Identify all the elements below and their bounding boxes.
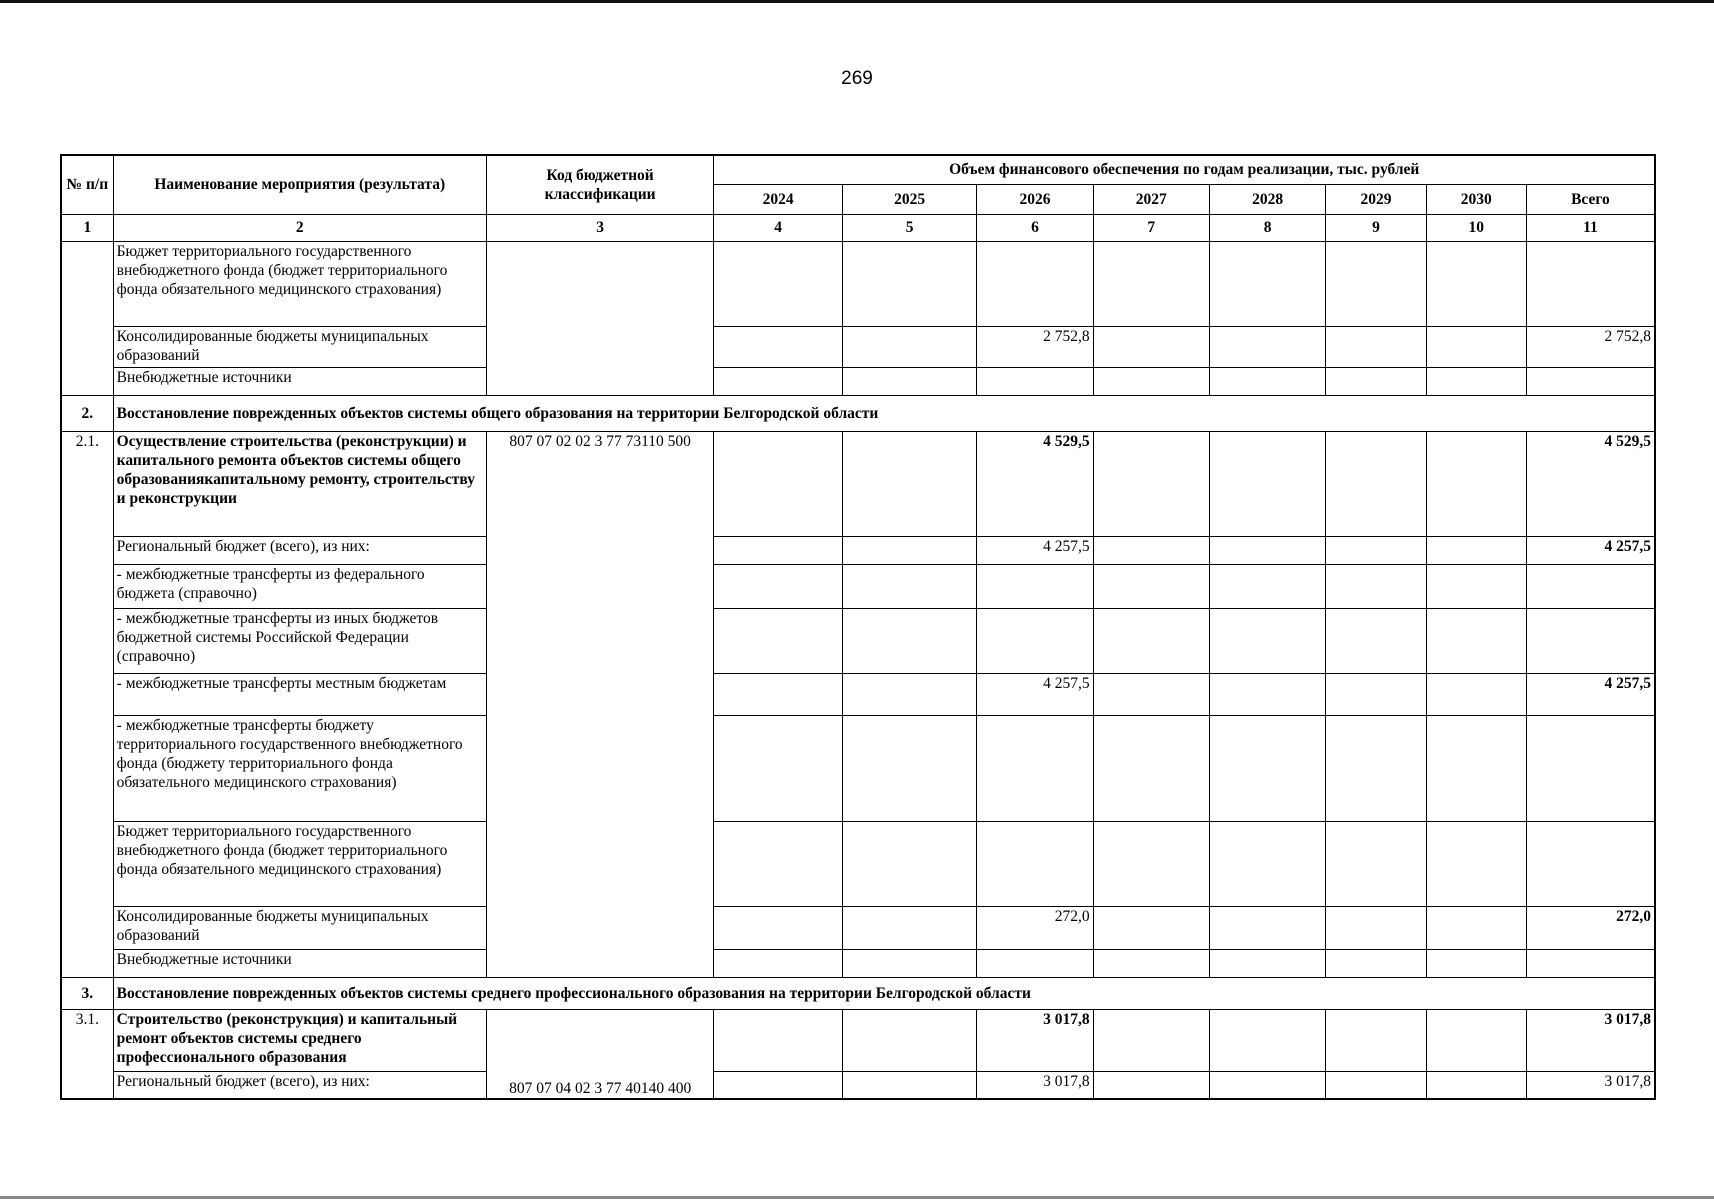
value-total (1526, 949, 1655, 977)
value-total (1526, 367, 1655, 395)
row-name: Внебюджетные источники (113, 949, 486, 977)
value-2026 (977, 367, 1093, 395)
value-2026: 4 257,5 (977, 673, 1093, 715)
table-row (61, 564, 1655, 608)
value-total (1526, 608, 1655, 673)
value-2026 (977, 608, 1093, 673)
value-2026 (977, 949, 1093, 977)
value-2026: 4 257,5 (977, 536, 1093, 564)
header-row-numbers (61, 214, 1655, 241)
value-2026 (977, 241, 1093, 326)
row-name: Внебюджетные источники (113, 367, 486, 395)
col-number: 9 (1326, 214, 1426, 241)
value-total (1526, 564, 1655, 608)
col-number: 10 (1426, 214, 1526, 241)
col-number: 2 (113, 214, 486, 241)
budget-code: 807 07 04 02 3 77 40140 400 (486, 1009, 714, 1099)
value-total: 4 257,5 (1526, 536, 1655, 564)
budget-code: 807 07 02 02 3 77 73110 500 (486, 431, 714, 977)
table-row (61, 821, 1655, 906)
header-year-2029: 2029 (1326, 184, 1426, 214)
row-name: - межбюджетные трансферты местным бюджетам (113, 673, 486, 715)
value-total (1526, 821, 1655, 906)
section-title: Восстановление поврежденных объектов системы общего образования на территории Белгородской области (113, 395, 1655, 431)
scan-edge-top (0, 0, 1714, 3)
row-name: - межбюджетные трансферты бюджету территориального государственного внебюджетного фонда (бюджету территориального фонда обязательного медицинского страхования) (113, 715, 486, 821)
table-row (61, 241, 1655, 326)
table-row (61, 367, 1655, 395)
value-total: 4 257,5 (1526, 673, 1655, 715)
value-total (1526, 241, 1655, 326)
header-year-2024: 2024 (714, 184, 842, 214)
header-col-num: № п/п (61, 155, 113, 214)
header-col-name: Наименование мероприятия (результата) (113, 155, 486, 214)
row-name: Консолидированные бюджеты муниципальных образований (113, 326, 486, 367)
col-number: 3 (486, 214, 714, 241)
value-total: 272,0 (1526, 906, 1655, 949)
value-total: 3 017,8 (1526, 1071, 1655, 1099)
value-total: 3 017,8 (1526, 1009, 1655, 1071)
header-col-code: Код бюджетной классификации (486, 155, 714, 214)
value-2026 (977, 715, 1093, 821)
value-2026: 272,0 (977, 906, 1093, 949)
value-2026: 2 752,8 (977, 326, 1093, 367)
row-name: Осуществление строительства (реконструкции) и капитального ремонта объектов системы общего образованиякапитальному ремонту, строительству и реконструкции (113, 431, 486, 536)
col-number: 11 (1526, 214, 1655, 241)
col-number: 5 (842, 214, 976, 241)
section-row (61, 395, 1655, 431)
header-year-2028: 2028 (1209, 184, 1325, 214)
row-name: Консолидированные бюджеты муниципальных образований (113, 906, 486, 949)
section-title: Восстановление поврежденных объектов системы среднего профессионального образования на территории Белгородской области (113, 977, 1655, 1009)
value-2026 (977, 564, 1093, 608)
item-number: 3.1. (61, 1009, 113, 1099)
section-row (61, 977, 1655, 1009)
row-name: Региональный бюджет (всего), из них: (113, 1071, 486, 1099)
col-number: 7 (1093, 214, 1209, 241)
header-year-2027: 2027 (1093, 184, 1209, 214)
table-row (61, 673, 1655, 715)
value-2026: 3 017,8 (977, 1071, 1093, 1099)
row-name: Региональный бюджет (всего), из них: (113, 536, 486, 564)
scan-edge-bottom (0, 1196, 1714, 1199)
col-number: 6 (977, 214, 1093, 241)
budget-table (60, 154, 1656, 1100)
value-2026: 4 529,5 (977, 431, 1093, 536)
num-cell (61, 241, 113, 395)
header-year-total: Всего (1526, 184, 1655, 214)
header-year-2026: 2026 (977, 184, 1093, 214)
code-cell (486, 241, 714, 395)
col-number: 8 (1209, 214, 1325, 241)
header-year-2025: 2025 (842, 184, 976, 214)
table-row (61, 326, 1655, 367)
table-row (61, 536, 1655, 564)
item-number: 2.1. (61, 431, 113, 977)
value-2026: 3 017,8 (977, 1009, 1093, 1071)
value-total: 2 752,8 (1526, 326, 1655, 367)
value-total (1526, 715, 1655, 821)
col-number: 1 (61, 214, 113, 241)
row-name: Бюджет территориального государственного внебюджетного фонда (бюджет территориального фонда обязательного медицинского страхования) (113, 821, 486, 906)
table-row (61, 715, 1655, 821)
section-number: 2. (61, 395, 113, 431)
value-2026 (977, 821, 1093, 906)
row-name: Бюджет территориального государственного внебюджетного фонда (бюджет территориального фонда обязательного медицинского страхования) (113, 241, 486, 326)
table-row (61, 1009, 1655, 1071)
row-name: - межбюджетные трансферты из федерального бюджета (справочно) (113, 564, 486, 608)
table-row (61, 949, 1655, 977)
value-total: 4 529,5 (1526, 431, 1655, 536)
row-name: Строительство (реконструкция) и капитальный ремонт объектов системы среднего профессионального образования (113, 1009, 486, 1071)
header-col-volume: Объем финансового обеспечения по годам реализации, тыс. рублей (714, 155, 1655, 184)
header-year-2030: 2030 (1426, 184, 1526, 214)
table-row (61, 1071, 1655, 1099)
table-row (61, 431, 1655, 536)
table-row (61, 608, 1655, 673)
page-number: 269 (841, 68, 873, 89)
section-number: 3. (61, 977, 113, 1009)
col-number: 4 (714, 214, 842, 241)
table-row (61, 906, 1655, 949)
header-row-1 (61, 155, 1655, 184)
row-name: - межбюджетные трансферты из иных бюджетов бюджетной системы Российской Федерации (справочно) (113, 608, 486, 673)
